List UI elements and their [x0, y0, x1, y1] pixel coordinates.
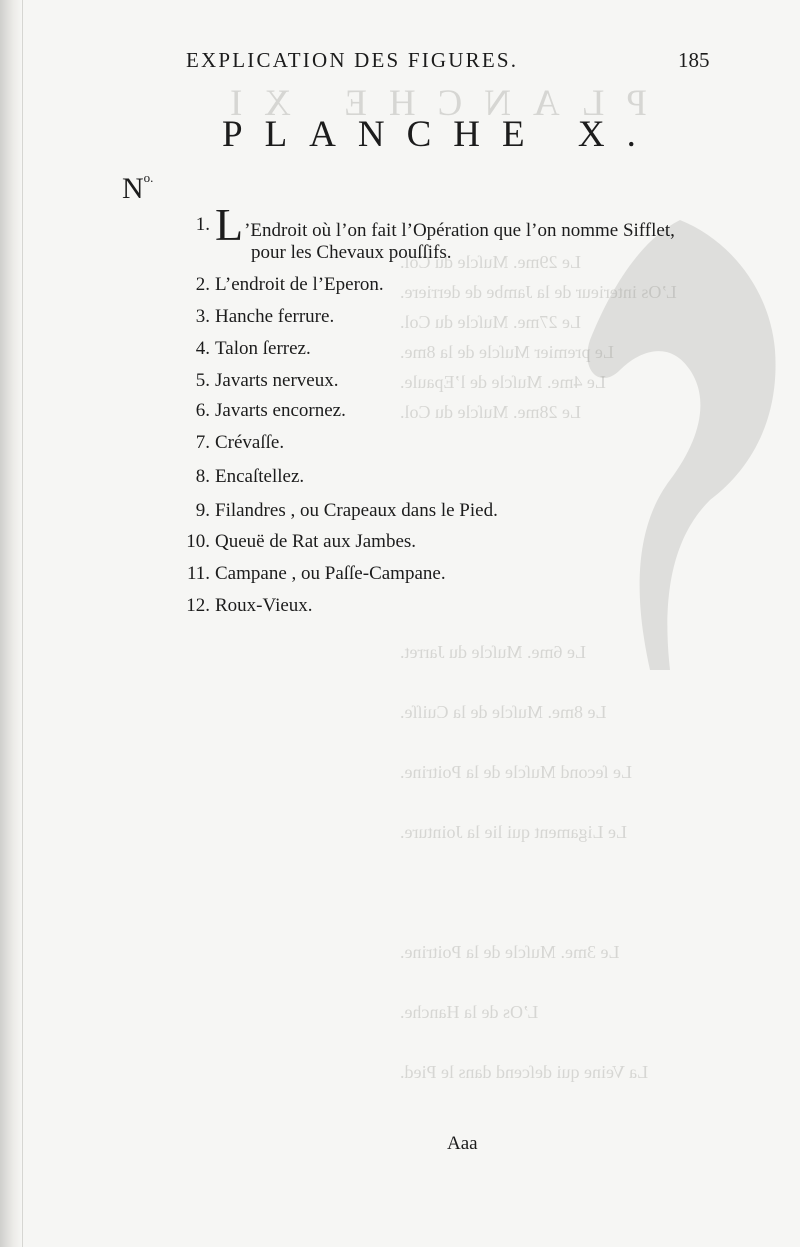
entry-text: Crévaſſe. [215, 432, 285, 453]
entry-number: 5. [195, 370, 210, 391]
list-item [150, 559, 740, 589]
entry-text-main: ’Endroit où l’on fait l’Opération que l’on nomme Sifflet, [244, 220, 675, 241]
entry-text: Roux-Vieux. [215, 595, 313, 616]
ghost-line: Le 4me. Muſcle de l’Epaule. [400, 372, 606, 392]
ghost-title: PLANCHE XI [208, 83, 647, 124]
list-item [150, 199, 740, 270]
ghost-line: Le 8me. Muſcle de la Cuiſſe. [400, 702, 607, 722]
list-item [150, 302, 740, 332]
ghost-line: Le premier Muſcle de la 8me. [400, 342, 614, 362]
entry-text: Hanche ferrure. [215, 306, 335, 327]
ghost-line: Le ſecond Muſcle de la Poitrine. [400, 762, 632, 782]
entry-text: Javarts nerveux. [215, 370, 339, 391]
drop-cap: L [215, 199, 244, 250]
running-head: EXPLICATION DES FIGURES. [186, 48, 519, 72]
ghost-line: L’Os de la Hanche. [400, 1002, 539, 1022]
entry-text: Campane , ou Paſſe-Campane. [215, 563, 446, 584]
list-item [150, 366, 740, 396]
entry-number: 3. [195, 306, 210, 327]
list-item [150, 462, 740, 492]
entry-text: L’endroit de l’Eperon. [215, 274, 384, 295]
entry-number: 9. [195, 500, 210, 521]
entry-number: 8. [195, 466, 210, 487]
list-item [150, 591, 740, 621]
page-gutter [0, 0, 23, 1247]
page-number: 185 [678, 48, 710, 72]
entry-number: 11. [186, 563, 210, 584]
entry-number: 4. [195, 338, 210, 359]
entry-text: Queuë de Rat aux Jambes. [215, 531, 417, 552]
list-item [150, 270, 740, 300]
entry-text: Encaſtellez. [215, 466, 305, 487]
numero-heading [122, 170, 153, 206]
entry-text: Javarts encornez. [215, 400, 346, 421]
entry-number: 7. [195, 432, 210, 453]
list-item [150, 527, 740, 557]
list-item [150, 428, 740, 458]
ghost-line: Le 6me. Muſcle du Jarret. [400, 642, 586, 662]
entry-number: 12. [186, 595, 210, 616]
entry-number: 6. [195, 400, 210, 421]
entry-text: Talon ſerrez. [215, 338, 311, 359]
entry-number: 2. [195, 274, 210, 295]
list-item [150, 496, 740, 526]
ghost-line: L’Os interieur de la Jambe de derriere. [400, 282, 677, 302]
ghost-line: Le Ligament qui lie la Jointure. [400, 822, 627, 842]
numero-superscript: o. [143, 170, 154, 185]
plate-title: PLANCHE X. [222, 114, 658, 155]
entry-number: 10. [186, 531, 210, 552]
list-item [150, 334, 740, 364]
ghost-line: La Veine qui deſcend dans le Pied. [400, 1062, 649, 1082]
entry-text-continuation: pour les Chevaux pouſſifs. [251, 242, 452, 263]
ghost-line: Le 29me. Muſcle du Col. [400, 252, 581, 272]
entry-text: Filandres , ou Crapeaux dans le Pied. [215, 500, 498, 521]
numero-label: N [122, 172, 144, 205]
ghost-line: Le 27me. Muſcle du Col. [400, 312, 581, 332]
list-item [150, 396, 740, 426]
ghost-line: Le 3me. Muſcle de la Poitrine. [400, 942, 620, 962]
signature-mark: Aaa [447, 1133, 478, 1154]
entry-number: 1. [195, 214, 210, 235]
ghost-line: Le 28me. Muſcle du Col. [400, 402, 581, 422]
